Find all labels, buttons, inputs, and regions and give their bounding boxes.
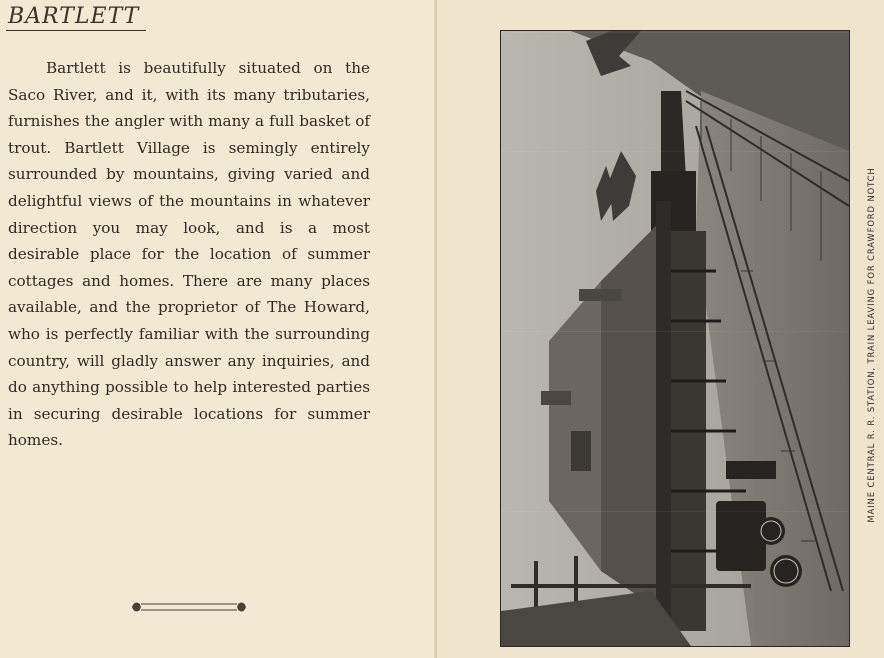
body-text-block: [8, 55, 370, 454]
body-paragraph: Bartlett is beautifully situated on the Saco River, and it, with its many tributaries, furnishes the angler with many a full basket of trout. Bartlett Village is semingly entirely surrounded by mountains, giving varied and delightful views of the mountains in whatever direction you may look, and is a most desirable place for the location of summer cottages and homes. There are many places available, and the proprietor of The Howard, who is perfectly familiar with the surrounding country, will gladly answer any inquiries, and do anything possible to help interested parties in securing desirable locations for summer homes.: [8, 59, 370, 450]
title-underline: [6, 30, 146, 31]
page-title: BARTLETT: [8, 4, 140, 29]
decorative-rule-icon: [130, 598, 248, 616]
photo-caption-text: MAINE CENTRAL R. R. STATION, TRAIN LEAVING FOR CRAWFORD NOTCH: [866, 167, 876, 523]
left-page: [0, 0, 437, 658]
station-photo-illustration: [501, 31, 849, 646]
railroad-station-photo: [500, 30, 850, 647]
photo-caption: [864, 140, 878, 550]
